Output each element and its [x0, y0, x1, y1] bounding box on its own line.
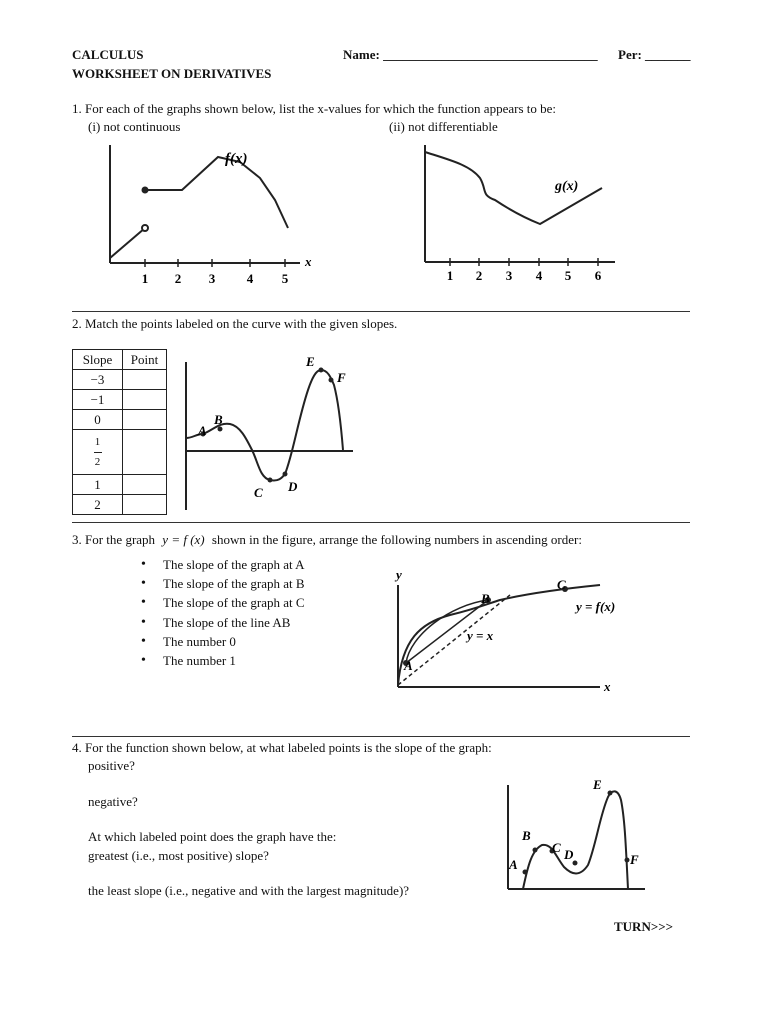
q3-curve [398, 585, 600, 685]
graph-f-open-point [142, 225, 148, 231]
point-answer-cell[interactable] [123, 430, 167, 475]
q2-label-d: D [288, 479, 298, 494]
q3-label-a: A [404, 658, 413, 673]
q2-label-e: E [306, 354, 315, 369]
graph-f-x-label: x [305, 254, 312, 269]
q4-positive: positive? [88, 758, 135, 773]
turn-page-note: TURN>>> [614, 919, 674, 934]
section-divider [72, 522, 690, 523]
point-answer-cell[interactable] [123, 390, 167, 410]
slope-table [72, 349, 167, 515]
q1-prompt: 1. For each of the graphs shown below, list the x-values for which the function appears to be: [72, 101, 557, 116]
point-answer-cell[interactable] [123, 410, 167, 430]
q4-label-d: D [564, 847, 574, 862]
q2-prompt: 2. Match the points labeled on the curve with the given slopes. [72, 316, 398, 331]
section-divider [72, 311, 690, 312]
q2-label-b: B [214, 412, 223, 427]
q4-label-f: F [630, 852, 639, 867]
q2-point-c [268, 478, 273, 483]
q4-label-b: B [522, 828, 531, 843]
name-field[interactable]: Name: _________________________________ [343, 47, 598, 62]
q4-negative: negative? [88, 794, 138, 809]
graph-f-tick-label: 5 [281, 271, 289, 286]
q3-line-label: y = x [467, 628, 494, 643]
point-header: Point [123, 350, 167, 370]
course-title: CALCULUS [72, 47, 144, 62]
fraction-numerator: 1 [94, 435, 101, 448]
list-item: • The number 0 [137, 632, 305, 651]
q4-point-b [533, 848, 538, 853]
q4-least: the least slope (i.e., negative and with the largest magnitude)? [88, 883, 410, 898]
q2-curve-graph [178, 350, 368, 510]
q3-prompt-start: 3. For the graph [72, 532, 156, 547]
point-answer-cell[interactable] [123, 495, 167, 515]
graph-f-tick-label: 3 [208, 271, 216, 286]
slope-value: 1 [73, 475, 123, 495]
q3-prompt-end: shown in the figure, arrange the following numbers in ascending order: [211, 532, 582, 547]
q4-curve [523, 791, 628, 889]
q2-point-d [283, 472, 288, 477]
fraction-bar [94, 452, 102, 453]
graph-f-tick-label: 1 [141, 271, 149, 286]
q3-x-label: x [604, 679, 611, 694]
q4-graph [500, 775, 650, 893]
slope-value: 2 [73, 495, 123, 515]
q3-label-c: C [557, 577, 566, 592]
q2-point-f [329, 378, 334, 383]
graph-f-closed-point [142, 187, 149, 194]
graph-f-segment-left [110, 228, 145, 258]
slope-value: 0 [73, 410, 123, 430]
graph-f-tick-label: 2 [174, 271, 182, 286]
q2-point-b [218, 427, 223, 432]
q4-label-e: E [593, 777, 602, 792]
list-item: • The slope of the graph at B [137, 574, 305, 593]
graph-g-tick-label: 6 [594, 268, 602, 283]
q2-point-e [319, 368, 324, 373]
list-item: • The slope of the line AB [137, 613, 305, 632]
graph-f [100, 140, 340, 300]
point-answer-cell[interactable] [123, 475, 167, 495]
point-answer-cell[interactable] [123, 370, 167, 390]
q4-prompt: 4. For the function shown below, at what labeled points is the slope of the graph: [72, 740, 492, 755]
graph-g-label: g(x) [555, 179, 579, 194]
q3-graph [390, 565, 650, 695]
q4-point-e [608, 791, 613, 796]
q4-label-a: A [509, 857, 518, 872]
q2-curve [186, 370, 343, 481]
q4-point-a [523, 870, 528, 875]
list-item: • The slope of the graph at C [137, 593, 305, 612]
q1-sub-ii: (ii) not differentiable [389, 119, 498, 134]
graph-g-tick-label: 1 [446, 268, 454, 283]
graph-f-curve [145, 157, 288, 228]
q4-label-c: C [552, 840, 561, 855]
graph-g [415, 140, 625, 290]
graph-f-tick-label: 4 [246, 271, 254, 286]
graph-g-tick-label: 3 [505, 268, 513, 283]
q3-item-list [137, 555, 305, 670]
q3-line-y-equals-x [398, 595, 510, 685]
q3-y-label: y [396, 567, 402, 582]
graph-g-tick-label: 2 [475, 268, 483, 283]
q2-label-a: A [198, 423, 207, 438]
q1-sub-i: (i) not continuous [88, 119, 181, 134]
slope-header: Slope [73, 350, 123, 370]
q2-label-f: F [337, 370, 346, 385]
list-item: • The slope of the graph at A [137, 555, 305, 574]
q4-greatest: greatest (i.e., most positive) slope? [88, 848, 269, 863]
slope-value-fraction [73, 430, 123, 475]
graph-g-tick-label: 4 [535, 268, 543, 283]
list-item: • The number 1 [137, 651, 305, 670]
slope-value: −3 [73, 370, 123, 390]
worksheet-title: WORKSHEET ON DERIVATIVES [72, 66, 272, 81]
q2-label-c: C [254, 485, 263, 500]
graph-g-tick-label: 5 [564, 268, 572, 283]
q3-equation: y = f (x) [162, 532, 205, 547]
q3-prompt [72, 532, 582, 548]
q3-label-b: B [481, 591, 490, 606]
q3-curve-label: y = f(x) [576, 599, 616, 614]
q4-greatest-lead: At which labeled point does the graph have the: [88, 829, 337, 844]
graph-f-label: f(x) [225, 151, 248, 167]
period-field[interactable]: Per: _______ [618, 47, 691, 62]
slope-value: −1 [73, 390, 123, 410]
fraction-denominator: 2 [94, 455, 101, 468]
section-divider [72, 736, 690, 737]
q4-point-f [625, 858, 630, 863]
